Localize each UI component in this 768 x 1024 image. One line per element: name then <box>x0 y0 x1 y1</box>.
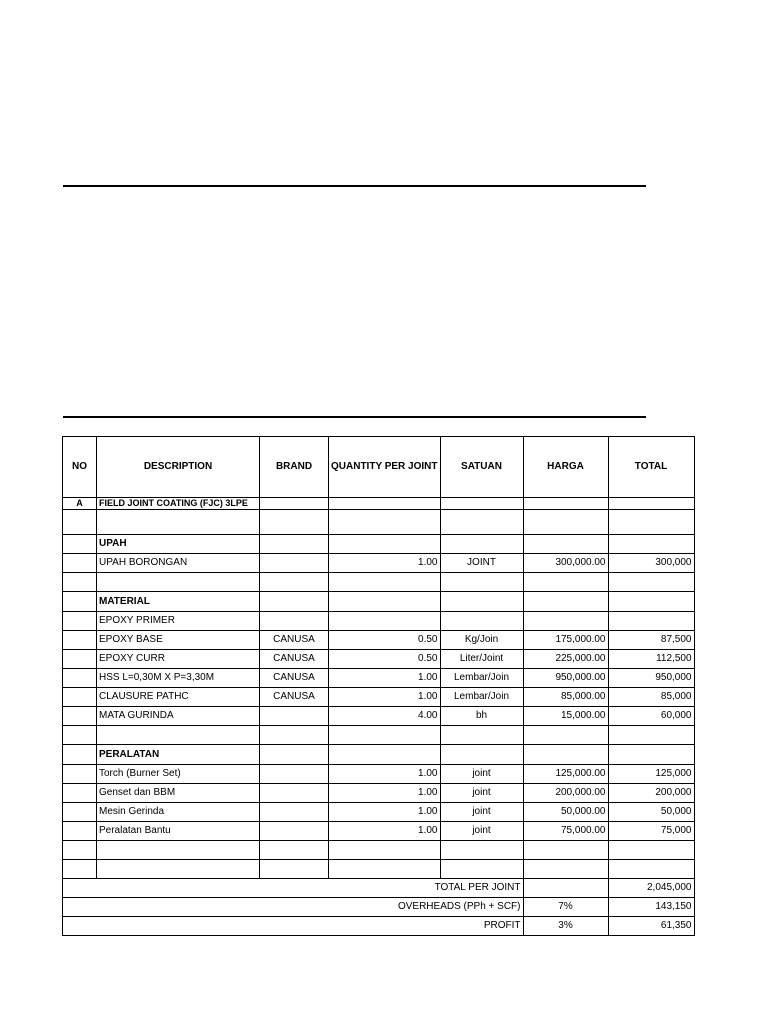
item-description: Genset dan BBM <box>97 784 260 803</box>
item-description: HSS L=0,30M X P=3,30M <box>97 669 260 688</box>
item-satuan: joint <box>440 784 523 803</box>
header-brand: BRAND <box>260 437 329 498</box>
section-no: A <box>63 498 97 510</box>
total-per-joint-value: 2,045,000 <box>608 879 694 898</box>
profit-value: 61,350 <box>608 917 694 936</box>
table-row <box>63 612 695 631</box>
header-quantity: QUANTITY PER JOINT <box>329 437 441 498</box>
item-total: 125,000 <box>608 765 694 784</box>
table-row <box>63 784 695 803</box>
item-qty <box>329 612 441 631</box>
item-satuan: joint <box>440 822 523 841</box>
table-row <box>63 765 695 784</box>
item-satuan: joint <box>440 765 523 784</box>
item-harga: 175,000.00 <box>523 631 608 650</box>
item-brand <box>260 784 329 803</box>
profit-rate: 3% <box>523 917 608 936</box>
item-qty: 1.00 <box>329 784 441 803</box>
header-satuan: SATUAN <box>440 437 523 498</box>
item-qty: 1.00 <box>329 669 441 688</box>
item-total: 60,000 <box>608 707 694 726</box>
item-satuan: bh <box>440 707 523 726</box>
item-description: EPOXY PRIMER <box>97 612 260 631</box>
blank-row <box>63 510 695 535</box>
item-satuan <box>440 612 523 631</box>
table-row <box>63 554 695 573</box>
overheads-label: OVERHEADS (PPh + SCF) <box>63 898 524 917</box>
total-per-joint-rate <box>523 879 608 898</box>
item-description: Torch (Burner Set) <box>97 765 260 784</box>
item-description: EPOXY CURR <box>97 650 260 669</box>
table-row <box>63 822 695 841</box>
item-harga: 75,000.00 <box>523 822 608 841</box>
item-total: 85,000 <box>608 688 694 707</box>
item-satuan: Lembar/Join <box>440 669 523 688</box>
group-heading-row <box>63 745 695 765</box>
item-total: 112,500 <box>608 650 694 669</box>
item-harga: 50,000.00 <box>523 803 608 822</box>
item-description: Peralatan Bantu <box>97 822 260 841</box>
table-row <box>63 707 695 726</box>
cost-breakdown-table <box>62 436 695 936</box>
item-total: 75,000 <box>608 822 694 841</box>
item-total: 200,000 <box>608 784 694 803</box>
item-brand <box>260 803 329 822</box>
item-qty: 1.00 <box>329 688 441 707</box>
table-row <box>63 669 695 688</box>
table-row <box>63 803 695 822</box>
item-qty: 4.00 <box>329 707 441 726</box>
material-heading: MATERIAL <box>97 592 260 612</box>
item-brand: CANUSA <box>260 669 329 688</box>
item-harga: 950,000.00 <box>523 669 608 688</box>
overheads-rate: 7% <box>523 898 608 917</box>
peralatan-heading: PERALATAN <box>97 745 260 765</box>
overheads-value: 143,150 <box>608 898 694 917</box>
table-row <box>63 650 695 669</box>
item-qty: 1.00 <box>329 765 441 784</box>
item-harga: 200,000.00 <box>523 784 608 803</box>
total-per-joint-label: TOTAL PER JOINT <box>63 879 524 898</box>
table-row <box>63 631 695 650</box>
top-divider-line <box>63 185 646 187</box>
group-heading-row <box>63 535 695 554</box>
item-description: CLAUSURE PATHC <box>97 688 260 707</box>
item-brand: CANUSA <box>260 631 329 650</box>
group-heading-row <box>63 592 695 612</box>
item-total: 950,000 <box>608 669 694 688</box>
item-total: 300,000 <box>608 554 694 573</box>
item-satuan: Liter/Joint <box>440 650 523 669</box>
item-qty: 1.00 <box>329 822 441 841</box>
item-description: EPOXY BASE <box>97 631 260 650</box>
section-row <box>63 498 695 510</box>
header-total: TOTAL <box>608 437 694 498</box>
blank-row <box>63 573 695 592</box>
profit-label: PROFIT <box>63 917 524 936</box>
upah-heading: UPAH <box>97 535 260 554</box>
header-row <box>63 437 695 498</box>
blank-row <box>63 841 695 860</box>
header-no: NO <box>63 437 97 498</box>
section-title: FIELD JOINT COATING (FJC) 3LPE <box>97 498 260 510</box>
blank-row <box>63 726 695 745</box>
item-description: Mesin Gerinda <box>97 803 260 822</box>
item-harga: 225,000.00 <box>523 650 608 669</box>
item-satuan: JOINT <box>440 554 523 573</box>
item-brand: CANUSA <box>260 650 329 669</box>
item-harga: 85,000.00 <box>523 688 608 707</box>
header-description: DESCRIPTION <box>97 437 260 498</box>
item-qty: 1.00 <box>329 554 441 573</box>
item-brand <box>260 822 329 841</box>
item-brand <box>260 707 329 726</box>
header-harga: HARGA <box>523 437 608 498</box>
item-total: 50,000 <box>608 803 694 822</box>
item-qty: 1.00 <box>329 803 441 822</box>
item-description: MATA GURINDA <box>97 707 260 726</box>
second-divider-line <box>63 416 646 418</box>
item-brand: CANUSA <box>260 688 329 707</box>
item-brand <box>260 612 329 631</box>
item-qty: 0.50 <box>329 631 441 650</box>
item-qty: 0.50 <box>329 650 441 669</box>
item-harga: 15,000.00 <box>523 707 608 726</box>
item-harga: 300,000.00 <box>523 554 608 573</box>
item-brand <box>260 765 329 784</box>
item-harga: 125,000.00 <box>523 765 608 784</box>
summary-row-overheads <box>63 898 695 917</box>
item-satuan: joint <box>440 803 523 822</box>
summary-row-total <box>63 879 695 898</box>
item-harga <box>523 612 608 631</box>
item-description: UPAH BORONGAN <box>97 554 260 573</box>
item-total: 87,500 <box>608 631 694 650</box>
summary-row-profit <box>63 917 695 936</box>
table-row <box>63 688 695 707</box>
item-total <box>608 612 694 631</box>
item-satuan: Kg/Join <box>440 631 523 650</box>
item-brand <box>260 554 329 573</box>
blank-row <box>63 860 695 879</box>
item-satuan: Lembar/Join <box>440 688 523 707</box>
